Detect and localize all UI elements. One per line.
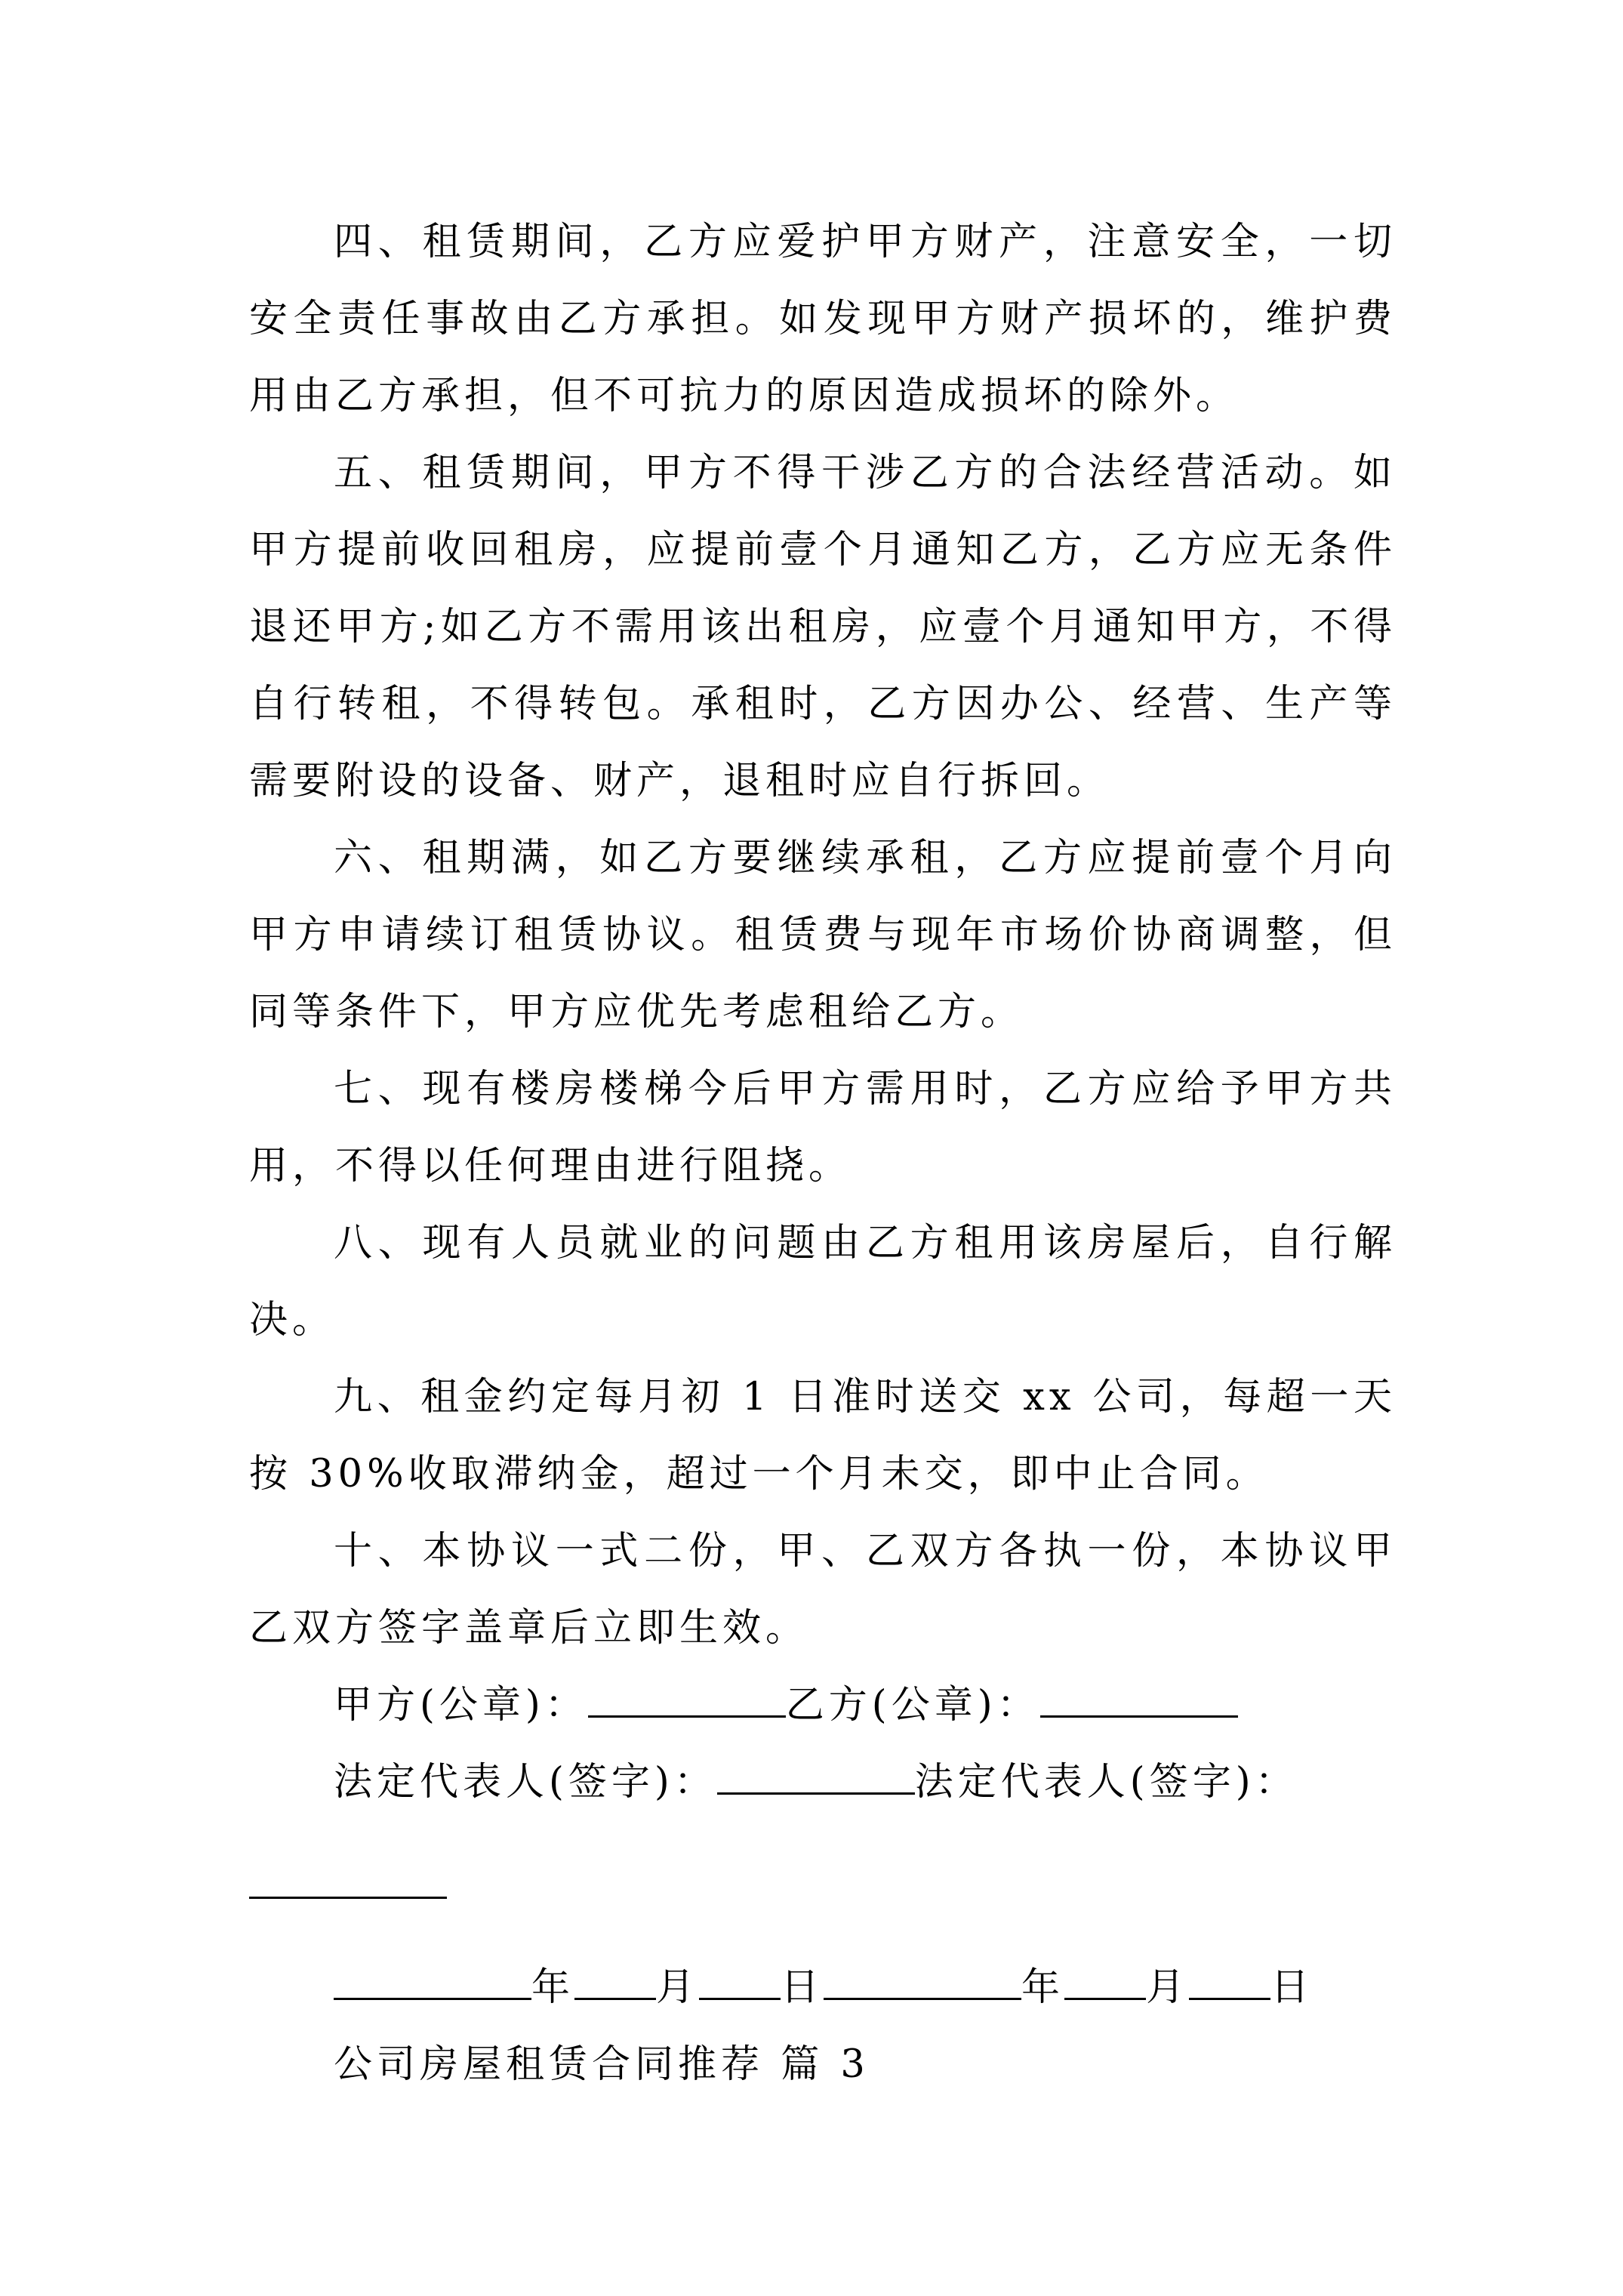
date-a-month-blank [574, 1962, 656, 2000]
clause-7: 七、现有楼房楼梯今后甲方需用时，乙方应给予甲方共用，不得以任何理由进行阻挠。 [249, 1067, 1397, 1188]
rep-a-label: 法定代表人(签字)： [334, 1760, 717, 1804]
date-a-year-blank [334, 1962, 531, 2000]
date-b-year-label: 年 [1021, 1965, 1065, 2010]
party-a-seal-label: 甲方(公章)： [334, 1683, 588, 1727]
rep-b-blank [249, 1897, 447, 1899]
party-b-seal-blank [1040, 1679, 1238, 1718]
date-a-day-label: 日 [781, 1965, 824, 2010]
rep-b-blank-row [249, 1821, 1397, 1949]
date-b-month-blank [1064, 1962, 1146, 2000]
rep-a-blank [717, 1756, 915, 1795]
clause-9: 九、租金约定每月初 1 日准时送交 xx 公司，每超一天按 30%收取滞纳金，超过一个月未交，即中止合同。 [249, 1375, 1397, 1496]
rep-b-label: 法定代表人(签字)： [914, 1760, 1298, 1804]
date-line [249, 1949, 1397, 2026]
clause-6: 六、租期满，如乙方要继续承租，乙方应提前壹个月向甲方申请续订租赁协议。租赁费与现年市场价协商调整，但同等条件下，甲方应优先考虑租给乙方。 [249, 836, 1397, 1034]
party-b-seal-label: 乙方(公章)： [785, 1683, 1040, 1727]
date-a-year-label: 年 [531, 1965, 575, 2010]
section-title: 公司房屋租赁合同推荐 篇 3 [334, 2042, 870, 2087]
representative-line [249, 1744, 1397, 1821]
date-a-month-label: 月 [656, 1965, 700, 2010]
party-a-seal-blank [588, 1679, 786, 1718]
date-b-year-blank [824, 1962, 1021, 2000]
date-b-month-label: 月 [1146, 1965, 1190, 2010]
date-b-day-label: 日 [1270, 1965, 1314, 2010]
date-a-day-blank [699, 1962, 781, 2000]
clause-10: 十、本协议一式二份，甲、乙双方各执一份，本协议甲乙双方签字盖章后立即生效。 [249, 1529, 1397, 1650]
clause-4: 四、租赁期间，乙方应爱护甲方财产，注意安全，一切安全责任事故由乙方承担。如发现甲方财产损坏的，维护费用由乙方承担，但不可抗力的原因造成损坏的除外。 [249, 220, 1397, 418]
date-b-day-blank [1189, 1962, 1270, 2000]
document-body [249, 204, 1397, 2103]
clause-8: 八、现有人员就业的问题由乙方租用该房屋后，自行解决。 [249, 1221, 1397, 1342]
clause-5: 五、租赁期间，甲方不得干涉乙方的合法经营活动。如甲方提前收回租房，应提前壹个月通知乙方，乙方应无条件退还甲方;如乙方不需用该出租房，应壹个月通知甲方，不得自行转租，不得转包。承租时，乙方因办公、经营、生产等需要附设的设备、财产，退租时应自行拆回。 [249, 451, 1397, 803]
seal-line [249, 1667, 1397, 1744]
